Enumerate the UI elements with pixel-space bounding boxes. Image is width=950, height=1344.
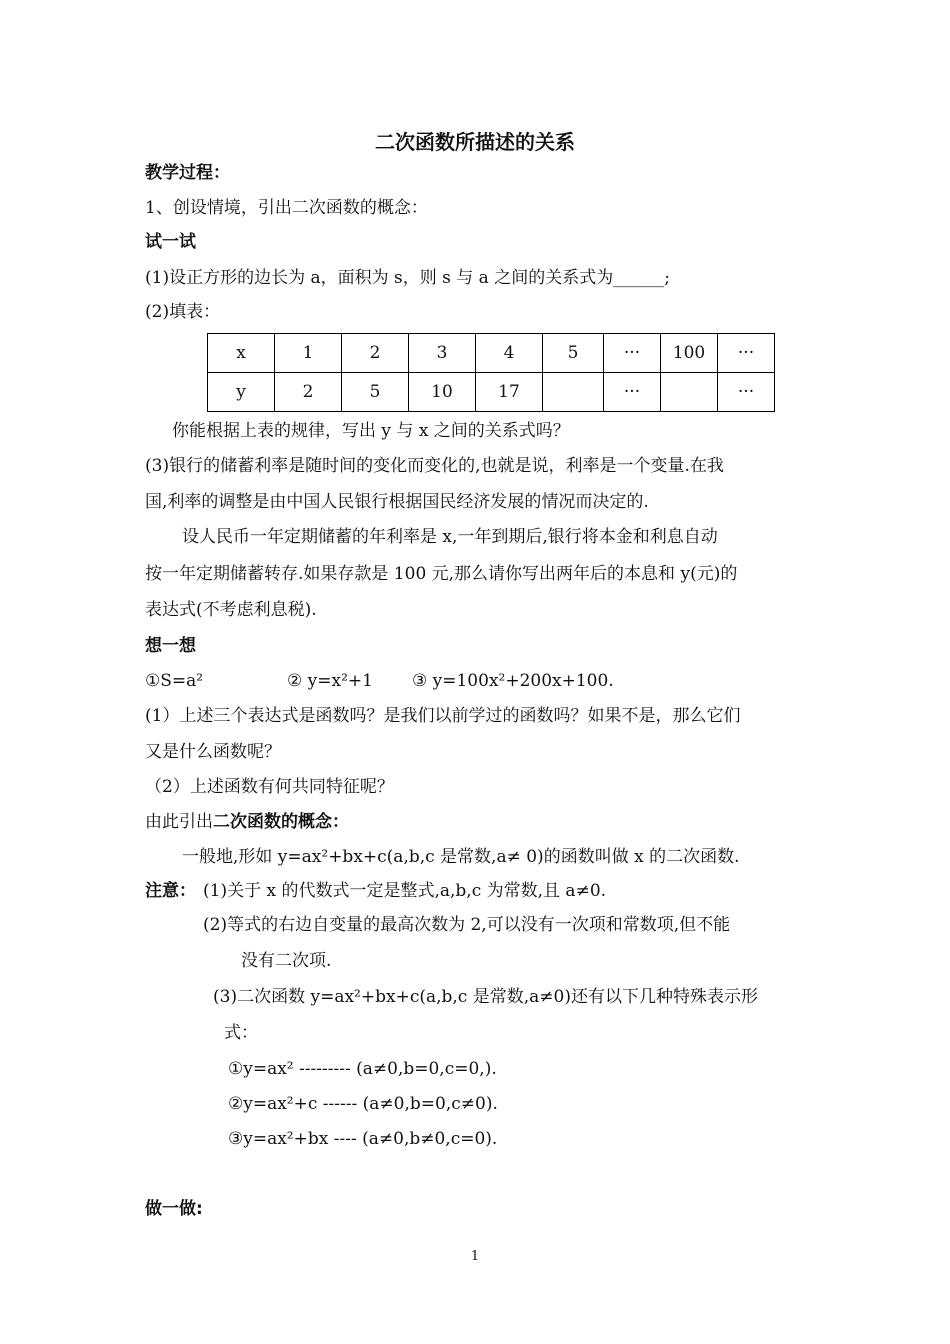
note-2: (2)等式的右边自变量的最高次数为 2,可以没有一次项和常数项,但不能: [203, 915, 731, 935]
question-3-line: 表达式(不考虑利息税).: [145, 600, 317, 620]
note-label: 注意：: [145, 881, 196, 901]
table-cell: 5: [342, 373, 409, 412]
table-row-y: [208, 373, 775, 412]
note-3: 式：: [224, 1023, 258, 1043]
note-1: (1)关于 x 的代数式一定是整式,a,b,c 为常数,且 a≠0.: [203, 881, 607, 901]
section1-heading: 1、创设情境，引出二次函数的概念：: [145, 198, 428, 218]
think-question-2: （2）上述函数有何共同特征呢？: [145, 777, 394, 797]
note-2: 没有二次项.: [241, 951, 332, 971]
question-2-followup: 你能根据上表的规律，写出 y 与 x 之间的关系式吗？: [172, 421, 570, 441]
expression-2: ② y=x²+1: [287, 671, 373, 691]
table-cell: ···: [604, 334, 661, 373]
table-cell: 17: [476, 373, 543, 412]
table-cell: 100: [661, 334, 718, 373]
expression-3: ③ y=100x²+200x+100.: [412, 671, 614, 691]
table-cell: 5: [543, 334, 604, 373]
think-heading: 想一想: [145, 636, 196, 656]
table-cell: ···: [604, 373, 661, 412]
table-cell: [543, 373, 604, 412]
table-cell: 2: [275, 373, 342, 412]
note-3: (3)二次函数 y=ax²+bx+c(a,b,c 是常数,a≠0)还有以下几种特殊表示形: [213, 987, 758, 1007]
special-form-1: ①y=ax² --------- (a≠0,b=0,c=0,).: [228, 1059, 497, 1079]
table-cell: ···: [718, 373, 775, 412]
table-cell: 4: [476, 334, 543, 373]
expression-1: ①S=a²: [145, 671, 204, 691]
special-form-3: ③y=ax²+bx ---- (a≠0,b≠0,c=0).: [228, 1129, 498, 1149]
table-cell: 1: [275, 334, 342, 373]
table-cell: 2: [342, 334, 409, 373]
teaching-process-heading: 教学过程：: [145, 163, 230, 183]
table-cell: 3: [409, 334, 476, 373]
question-3-line: 设人民币一年定期储蓄的年利率是 x,一年到期后,银行将本金和利息自动: [182, 527, 718, 547]
concept-heading: 二次函数的概念：: [213, 812, 349, 832]
question-3-line: 按一年定期储蓄转存.如果存款是 100 元,那么请你写出两年后的本息和 y(元)的: [145, 564, 738, 584]
table-cell: y: [208, 373, 275, 412]
concept-prefix: 由此引出: [145, 812, 213, 832]
question-1: (1)设正方形的边长为 a，面积为 s，则 s 与 a 之间的关系式为______;: [145, 268, 670, 288]
question-2: (2)填表：: [145, 302, 221, 322]
table-row-x: [208, 334, 775, 373]
page-number: 1: [470, 1249, 480, 1264]
definition-text: 一般地,形如 y=ax²+bx+c(a,b,c 是常数,a≠ 0)的函数叫做 x 的二次函数.: [182, 847, 740, 867]
table-cell: 10: [409, 373, 476, 412]
think-question-1: (1）上述三个表达式是函数吗？是我们以前学过的函数吗？如果不是，那么它们: [145, 706, 741, 726]
do-heading: 做一做:: [145, 1199, 203, 1219]
page-title: 二次函数所描述的关系: [375, 130, 575, 154]
question-3-line: 国,利率的调整是由中国人民银行根据国民经济发展的情况而决定的.: [145, 492, 649, 512]
value-table: [207, 333, 775, 412]
table-cell: x: [208, 334, 275, 373]
table-cell: [661, 373, 718, 412]
try-heading: 试一试: [145, 232, 196, 252]
think-question-1: 又是什么函数呢？: [145, 742, 281, 762]
concept-intro: [145, 811, 349, 833]
table-cell: ···: [718, 334, 775, 373]
special-form-2: ②y=ax²+c ------ (a≠0,b=0,c≠0).: [228, 1094, 498, 1114]
question-3-line: (3)银行的储蓄利率是随时间的变化而变化的,也就是说，利率是一个变量.在我: [145, 456, 724, 476]
